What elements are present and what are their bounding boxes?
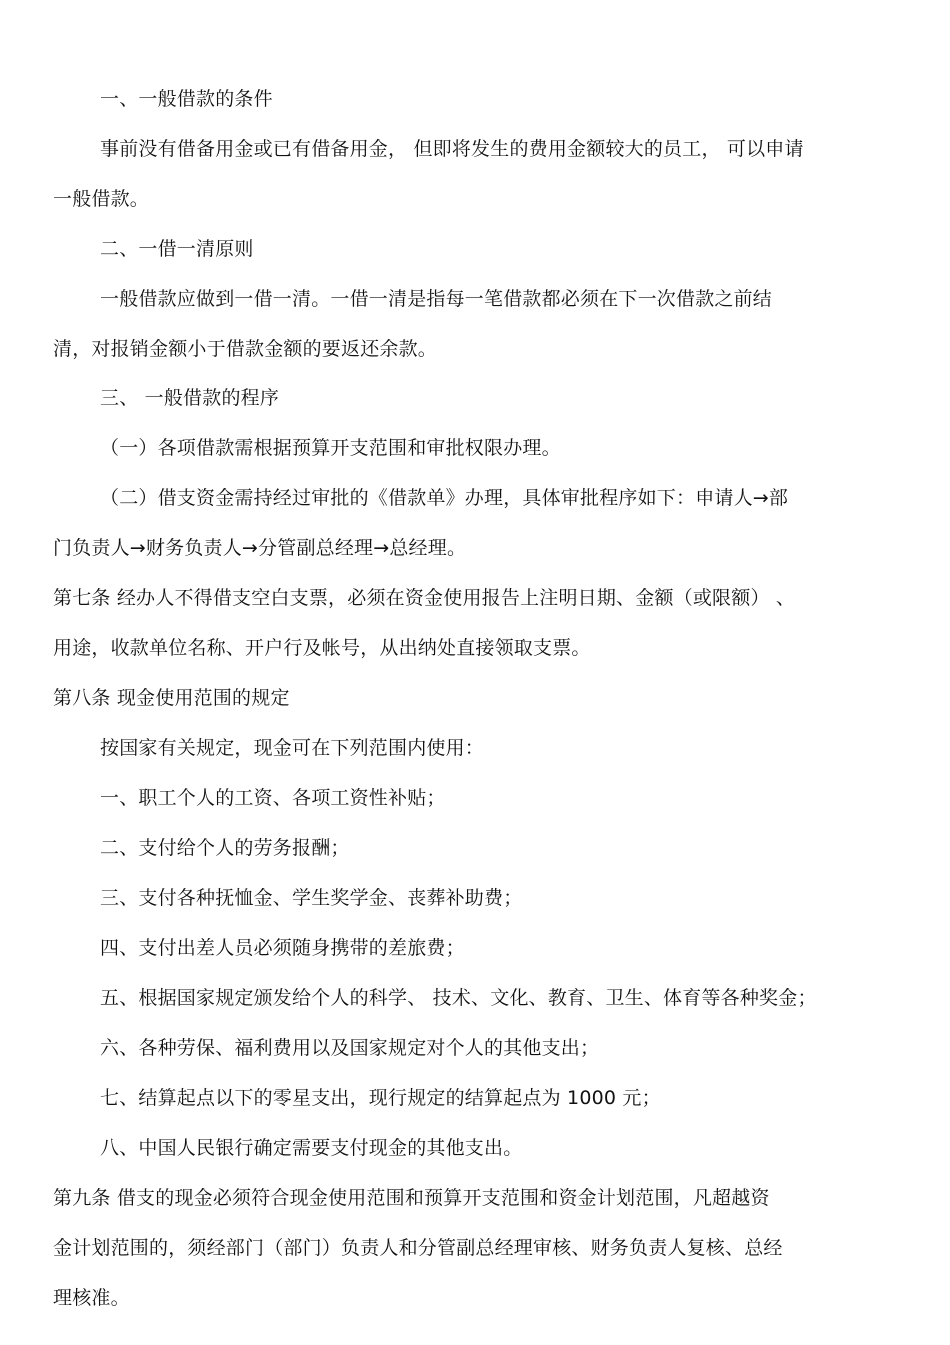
paragraph-line: 用途，收款单位名称、开户行及帐号，从出纳处直接领取支票。 — [53, 637, 591, 659]
list-item: 八、中国人民银行确定需要支付现金的其他支出。 — [100, 1137, 523, 1159]
paragraph-line: 一般借款应做到一借一清。一借一清是指每一笔借款都必须在下一次借款之前结 — [100, 288, 773, 310]
paragraph-line: 门负责人→财务负责人→分管副总经理→总经理。 — [53, 537, 467, 559]
list-item: 一、职工个人的工资、各项工资性补贴； — [100, 787, 446, 809]
paragraph-line: （一）各项借款需根据预算开支范围和审批权限办理。 — [100, 437, 561, 459]
paragraph-line: 事前没有借备用金或已有借备用金， 但即将发生的费用金额较大的员工， 可以申请 — [100, 138, 804, 160]
paragraph-line: 清，对报销金额小于借款金额的要返还余款。 — [53, 338, 438, 360]
paragraph-line: 理核准。 — [53, 1287, 130, 1309]
section-heading: 一、一般借款的条件 — [100, 88, 273, 110]
paragraph-line: （二）借支资金需持经过审批的《借款单》办理，具体审批程序如下：申请人→部 — [100, 487, 789, 509]
list-item: 四、支付出差人员必须随身携带的差旅费； — [100, 937, 465, 959]
article-heading: 第七条 经办人不得借支空白支票，必须在资金使用报告上注明日期、金额（或限额） 、 — [53, 587, 796, 609]
paragraph-line: 按国家有关规定，现金可在下列范围内使用： — [100, 737, 485, 759]
list-item: 五、根据国家规定颁发给个人的科学、 技术、文化、教育、卫生、体育等各种奖金； — [100, 987, 817, 1009]
section-heading: 三、 一般借款的程序 — [100, 387, 280, 409]
section-heading: 二、一借一清原则 — [100, 238, 254, 260]
list-item: 三、支付各种抚恤金、学生奖学金、丧葬补助费； — [100, 887, 523, 909]
paragraph-line: 金计划范围的，须经部门（部门）负责人和分管副总经理审核、财务负责人复核、总经 — [53, 1237, 783, 1259]
list-item: 六、各种劳保、福利费用以及国家规定对个人的其他支出； — [100, 1037, 600, 1059]
article-heading: 第八条 现金使用范围的规定 — [53, 687, 290, 709]
paragraph-line: 一般借款。 — [53, 188, 150, 210]
list-item: 二、支付给个人的劳务报酬； — [100, 837, 350, 859]
list-item: 七、结算起点以下的零星支出，现行规定的结算起点为 1000 元； — [100, 1087, 661, 1109]
article-heading: 第九条 借支的现金必须符合现金使用范围和预算开支范围和资金计划范围，凡超越资 — [53, 1187, 770, 1209]
